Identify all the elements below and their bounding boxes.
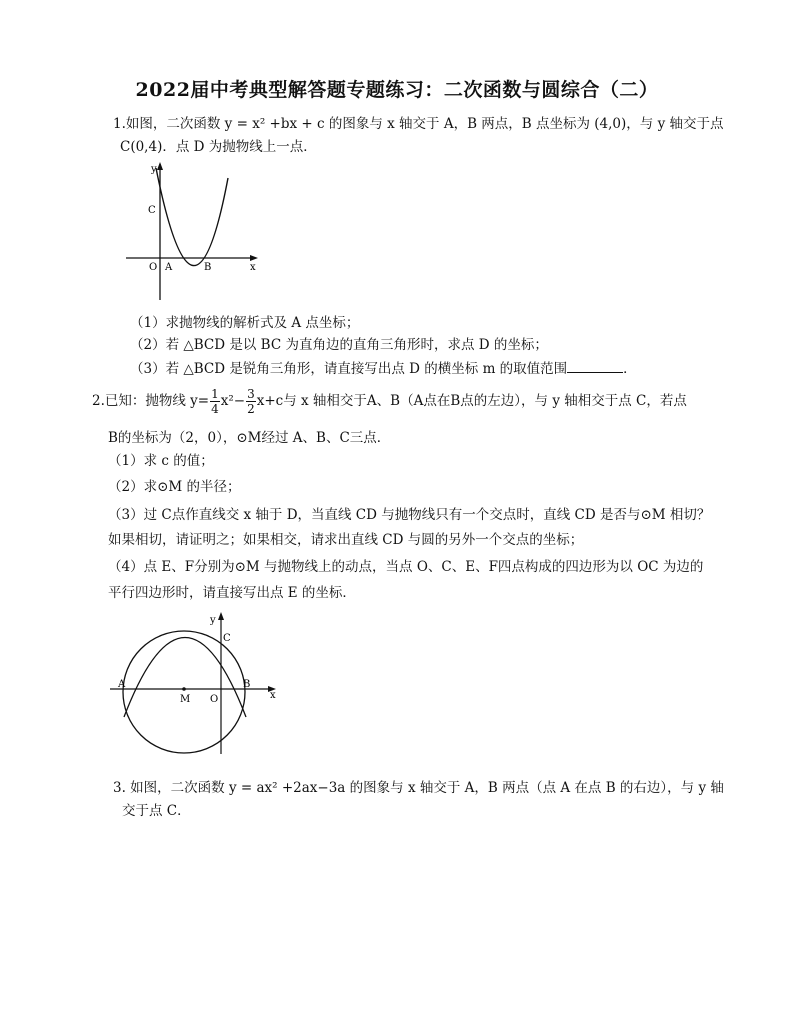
q2-sub4-line1: （4）点 E、F分别为⊙M 与抛物线上的动点，当点 O、C、E、F四点构成的四边形为以 OC 为边的 bbox=[108, 559, 704, 575]
q1-line1 bbox=[113, 115, 724, 133]
q2-rest: x+c与 x 轴相交于A、B（A点在B点的左边），与 y 轴相交于点 C，若点 bbox=[256, 393, 687, 409]
q2-figure bbox=[106, 608, 286, 758]
q1-label-o: O bbox=[149, 262, 158, 273]
q1-label-c: C bbox=[148, 205, 156, 216]
q2-label-x: x bbox=[270, 690, 276, 701]
q2-fraction-1-denominator: 4 bbox=[211, 402, 219, 416]
q2-label-y: y bbox=[210, 615, 216, 626]
q1-sub3-text: （3）若 △BCD 是锐角三角形，请直接写出点 D 的横坐标 m 的取值范围 bbox=[130, 361, 568, 377]
q2-sub3-line1: （3）过 C点作直线交 x 轴于 D，当直线 CD 与抛物线只有一个交点时，直线 CD 是否与⊙M 相切？ bbox=[108, 507, 711, 523]
q2-circle-m bbox=[123, 631, 245, 753]
q1-number: 1. bbox=[113, 116, 126, 132]
q2-prefix: 2.已知：抛物线 y= bbox=[92, 393, 210, 409]
q1-sub3 bbox=[130, 358, 637, 378]
q1-stem-line2: C(0,4)．点 D 为抛物线上一点． bbox=[120, 139, 317, 155]
q2-line1 bbox=[92, 385, 687, 417]
q2-label-c: C bbox=[223, 633, 231, 644]
q1-sub1: （1）求抛物线的解析式及 A 点坐标； bbox=[130, 315, 360, 331]
q3-line2: 交于点 C． bbox=[122, 803, 191, 819]
q2-mid: x²− bbox=[220, 393, 246, 409]
q1-y-arrow bbox=[157, 162, 163, 170]
q2-fraction-2-denominator: 2 bbox=[247, 402, 255, 416]
q2-label-m: M bbox=[180, 694, 191, 705]
q3-line1: 3. 如图，二次函数 y = ax² +2ax−3a 的图象与 x 轴交于 A，B 两点（点 A 在点 B 的右边），与 y 轴 bbox=[113, 780, 724, 796]
q1-figure bbox=[122, 160, 262, 305]
q2-fraction-2-numerator: 3 bbox=[247, 387, 255, 401]
q1-parabola bbox=[156, 168, 228, 266]
q1-label-a: A bbox=[165, 262, 173, 273]
q2-label-o: O bbox=[210, 694, 219, 705]
q2-fraction-1-numerator: 1 bbox=[211, 387, 219, 401]
q1-stem-line1: 如图，二次函数 y = x² +bx + c 的图象与 x 轴交于 A，B 两点，B 点坐标为 (4,0)，与 y 轴交于点 bbox=[125, 116, 724, 132]
q2-line2: B的坐标为（2，0），⊙M经过 A、B、C三点． bbox=[108, 430, 391, 446]
q2-point-m bbox=[182, 687, 186, 691]
q1-sub3-end: ． bbox=[623, 361, 637, 377]
q1-label-x: x bbox=[250, 262, 256, 273]
q1-x-arrow bbox=[250, 255, 258, 261]
q2-label-b: B bbox=[243, 679, 251, 690]
q1-sub2: （2）若 △BCD 是以 BC 为直角边的直角三角形时，求点 D 的坐标； bbox=[130, 337, 548, 353]
q2-sub2: （2）求⊙M 的半径； bbox=[108, 479, 241, 495]
q2-sub3-line2: 如果相切，请证明之；如果相交，请求出直线 CD 与圆的另外一个交点的坐标； bbox=[108, 532, 584, 548]
page-title: 2022届中考典型解答题专题练习：二次函数与圆综合（二） bbox=[135, 79, 659, 101]
q2-sub4-line2: 平行四边形时，请直接写出点 E 的坐标． bbox=[108, 585, 356, 601]
q1-label-b: B bbox=[204, 262, 212, 273]
q2-fraction-2 bbox=[246, 387, 256, 416]
q2-label-a: A bbox=[118, 679, 126, 690]
q2-y-arrow bbox=[218, 612, 224, 620]
q1-label-y: y bbox=[151, 164, 157, 175]
q1-sub3-blank bbox=[567, 358, 623, 373]
q2-fraction-1 bbox=[210, 387, 220, 416]
q2-sub1: （1）求 c 的值； bbox=[108, 453, 214, 469]
